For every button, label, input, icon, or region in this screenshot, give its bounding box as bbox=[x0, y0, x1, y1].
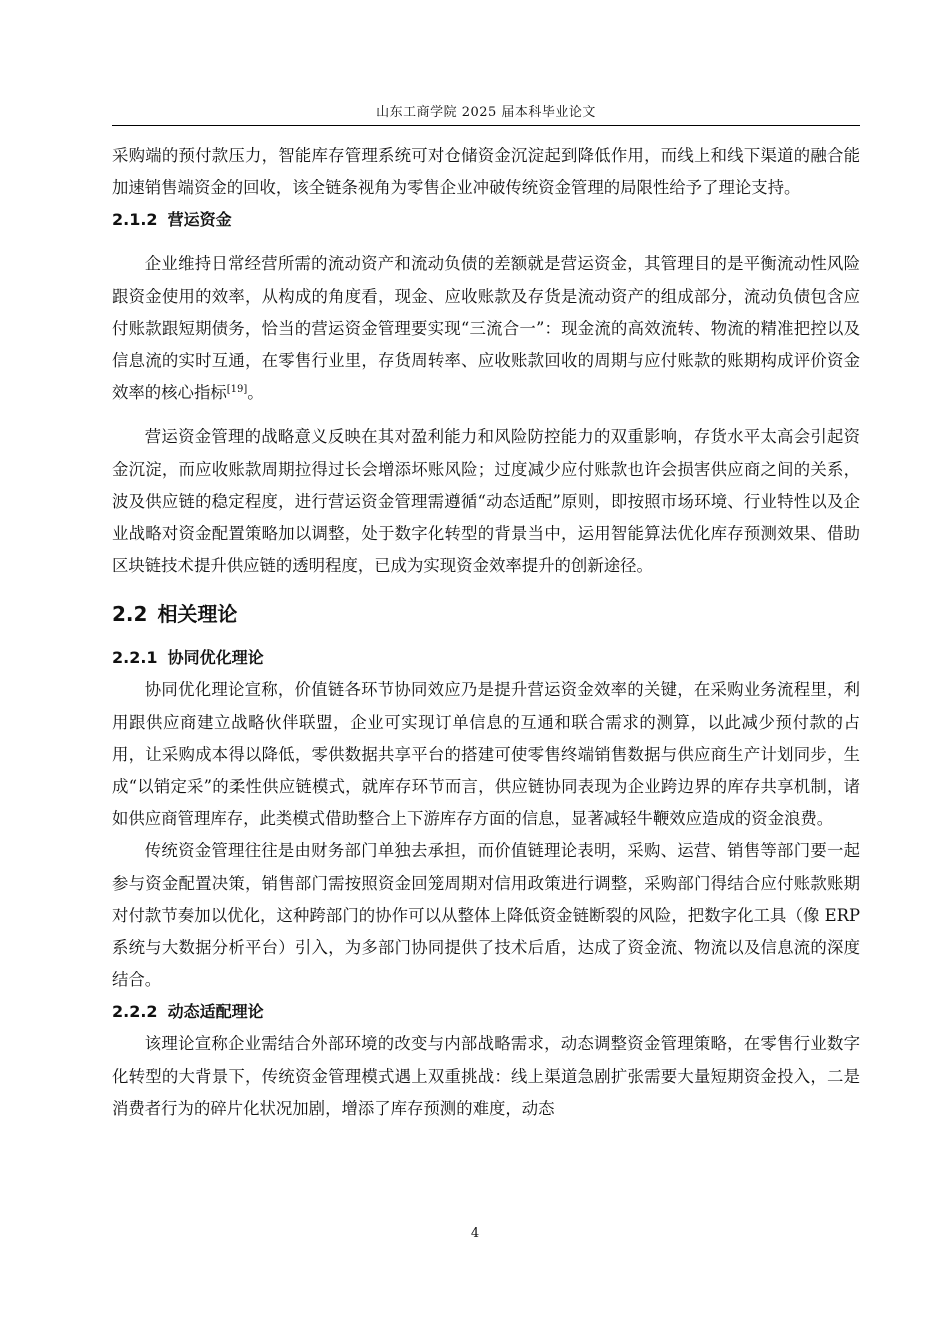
section-title: 动态适配理论 bbox=[167, 1002, 264, 1022]
section-title: 营运资金 bbox=[167, 210, 232, 230]
header-rule bbox=[112, 125, 860, 126]
paragraph-end: 。 bbox=[247, 383, 264, 403]
paragraph-working-capital bbox=[112, 248, 860, 409]
section-heading-2-2-1 bbox=[112, 642, 860, 674]
section-number: 2.1.2 bbox=[112, 210, 158, 230]
section-heading-2-2-2 bbox=[112, 996, 860, 1028]
paragraph-value-chain: 传统资金管理往往是由财务部门单独去承担，而价值链理论表明，采购、运营、销售等部门要一起参与资金配置决策，销售部门需按照资金回笼周期对信用政策进行调整，采购部门得结合应付账款账期对付款节奏加以优化，这种跨部门的协作可以从整体上降低资金链断裂的风险，把数字化工具（像 ERP 系统与大数据分析平台）引入，为多部门协同提供了技术后盾，达成了资金流、物流以及信息流的深度结合。 bbox=[112, 841, 860, 990]
paragraph-text: 企业维持日常经营所需的流动资产和流动负债的差额就是营运资金，其管理目的是平衡流动性风险跟资金使用的效率，从构成的角度看，现金、应收账款及存货是流动资产的组成部分，流动负债包含应付账款跟短期债务，恰当的营运资金管理要实现“三流合一”：现金流的高效流转、物流的精准把控以及信息流的实时互通，在零售行业里，存货周转率、应收账款回收的周期与应付账款的账期构成评价资金效率的核心指标 bbox=[112, 254, 860, 403]
section-title: 相关理论 bbox=[157, 602, 238, 627]
section-heading-2-1-2 bbox=[112, 204, 860, 236]
paragraph-continued: 采购端的预付款压力，智能库存管理系统可对仓储资金沉淀起到降低作用，而线上和线下渠道的融合能加速销售端资金的回收，该全链条视角为零售企业冲破传统资金管理的局限性给予了理论支持。 bbox=[112, 146, 860, 198]
section-number: 2.2 bbox=[112, 602, 148, 627]
page-number: 4 bbox=[470, 1226, 480, 1241]
paragraph-collaborative-theory: 协同优化理论宣称，价值链各环节协同效应乃是提升营运资金效率的关键，在采购业务流程里，利用跟供应商建立战略伙伴联盟，企业可实现订单信息的互通和联合需求的测算，以此减少预付款的占用，让采购成本得以降低，零供数据共享平台的搭建可使零售终端销售数据与供应商生产计划同步，生成“以销定采”的柔性供应链模式，就库存环节而言，供应链协同表现为企业跨边界的库存共享机制，诸如供应商管理库存，此类模式借助整合上下游库存方面的信息，显著减轻牛鞭效应造成的资金浪费。 bbox=[112, 680, 860, 829]
paragraph-dynamic-adaptation: 该理论宣称企业需结合外部环境的改变与内部战略需求，动态调整资金管理策略，在零售行业数字化转型的大背景下，传统资金管理模式遇上双重挑战：线上渠道急剧扩张需要大量短期资金投入，二是消费者行为的碎片化状况加剧，增添了库存预测的难度，动态 bbox=[112, 1034, 860, 1118]
paragraph-strategic-significance: 营运资金管理的战略意义反映在其对盈利能力和风险防控能力的双重影响，存货水平太高会引起资金沉淀，而应收账款周期拉得过长会增添坏账风险；过度减少应付账款也许会损害供应商之间的关系，波及供应链的稳定程度，进行营运资金管理需遵循“动态适配”原则，即按照市场环境、行业特性以及企业战略对资金配置策略加以调整，处于数字化转型的背景当中，运用智能算法优化库存预测效果、借助区块链技术提升供应链的透明程度，已成为实现资金效率提升的创新途径。 bbox=[112, 427, 860, 576]
section-number: 2.2.2 bbox=[112, 1002, 158, 1022]
citation: [19] bbox=[226, 384, 248, 396]
section-title: 协同优化理论 bbox=[167, 648, 264, 668]
page-content bbox=[112, 140, 860, 1125]
running-header: 山东工商学院 2025 届本科毕业论文 bbox=[376, 105, 596, 120]
section-number: 2.2.1 bbox=[112, 648, 158, 668]
section-heading-2-2 bbox=[112, 594, 860, 634]
